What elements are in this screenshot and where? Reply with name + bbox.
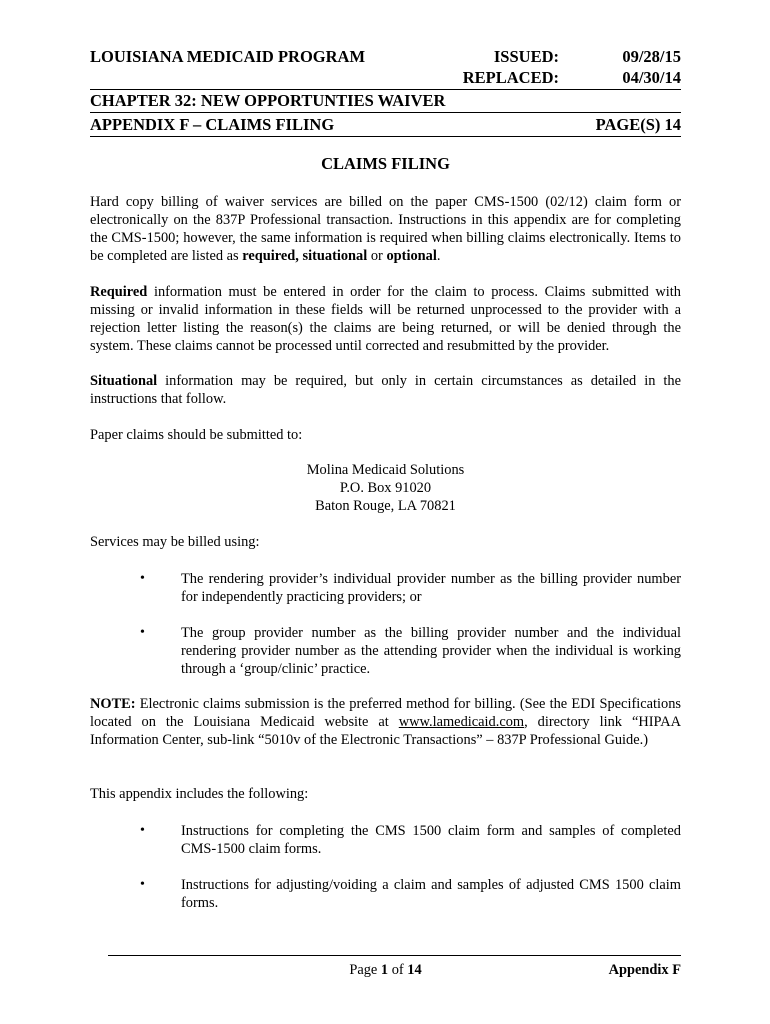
list-item: • The group provider number as the billing provider number and the individual rendering provider number as the attending provider when the individual is working through a ‘group/clinic’ practice. — [140, 625, 681, 677]
bullet-glyph: • — [140, 571, 145, 586]
billing-options-list — [90, 570, 681, 606]
submit-to-paragraph: Paper claims should be submitted to: — [90, 427, 303, 443]
header-rule-3 — [90, 136, 681, 137]
required-paragraph: Required information must be entered in order for the claim to process. Claims submitted with missing or invalid information in these fields will be returned unprocessed to the provider with a rejection letter listing the reason(s) the claims are being returned, or will be denied through the system. These claims cannot be processed until corrected and resubmitted by the provider. — [90, 284, 681, 354]
appendix-contents-list — [90, 822, 681, 858]
issued-date: 09/28/15 — [622, 47, 681, 66]
bullet-glyph: • — [140, 877, 145, 892]
footer-rule — [108, 955, 681, 956]
intro-paragraph: Hard copy billing of waiver services are billed on the paper CMS-1500 (02/12) claim form or electronically on the 837P Professional transaction. Instructions in this appendix are for completing the CMS-1500; however, the same information is required when billing claims electronically. Items to be completed are listed as required, situational or optional. — [90, 194, 681, 264]
program-name: LOUISIANA MEDICAID PROGRAM — [90, 47, 366, 66]
page-title: CLAIMS FILING — [321, 154, 450, 173]
list-item: • Instructions for completing the CMS 1500 claim form and samples of completed CMS-1500 claim forms. — [140, 823, 681, 857]
appendix-contents-list-2 — [90, 876, 681, 912]
issued-label: ISSUED: — [493, 47, 559, 66]
mailing-address: Molina Medicaid Solutions P.O. Box 91020 Baton Rouge, LA 70821 — [306, 462, 465, 514]
header-rule-2 — [90, 112, 681, 113]
bullet-glyph: • — [140, 625, 145, 640]
bullet-glyph: • — [140, 823, 145, 838]
chapter-title: CHAPTER 32: NEW OPPORTUNTIES WAIVER — [90, 91, 446, 110]
lamedicaid-link[interactable]: www.lamedicaid.com — [398, 714, 525, 730]
replaced-date: 04/30/14 — [622, 68, 681, 87]
list-item: • The rendering provider’s individual provider number as the billing provider number for independently practicing providers; or — [140, 571, 681, 605]
situational-paragraph: Situational information may be required, but only in certain circumstances as detailed in the instructions that follow. — [90, 373, 681, 407]
appendix-title: APPENDIX F – CLAIMS FILING — [90, 115, 335, 134]
appendix-includes-paragraph: This appendix includes the following: — [90, 786, 309, 802]
billed-using-paragraph: Services may be billed using: — [90, 534, 260, 550]
header-rule-1 — [90, 89, 681, 90]
page-count: PAGE(S) 14 — [595, 115, 681, 134]
replaced-label: REPLACED: — [462, 68, 559, 87]
page-number: Page 1 of 14 — [349, 962, 422, 978]
billing-options-list-2 — [90, 624, 681, 678]
list-item: • Instructions for adjusting/voiding a claim and samples of adjusted CMS 1500 claim forms. — [140, 877, 681, 911]
document-page — [90, 0, 681, 1024]
note-paragraph: NOTE: Electronic claims submission is the preferred method for billing. (See the EDI Specifications located on the Louisiana Medicaid website at www.lamedicaid.com, directory link “HIPAA Information Center, sub-link “5010v of the Electronic Transactions” – 837P Professional Guide.) — [90, 696, 681, 748]
footer-appendix-label: Appendix F — [608, 962, 681, 978]
